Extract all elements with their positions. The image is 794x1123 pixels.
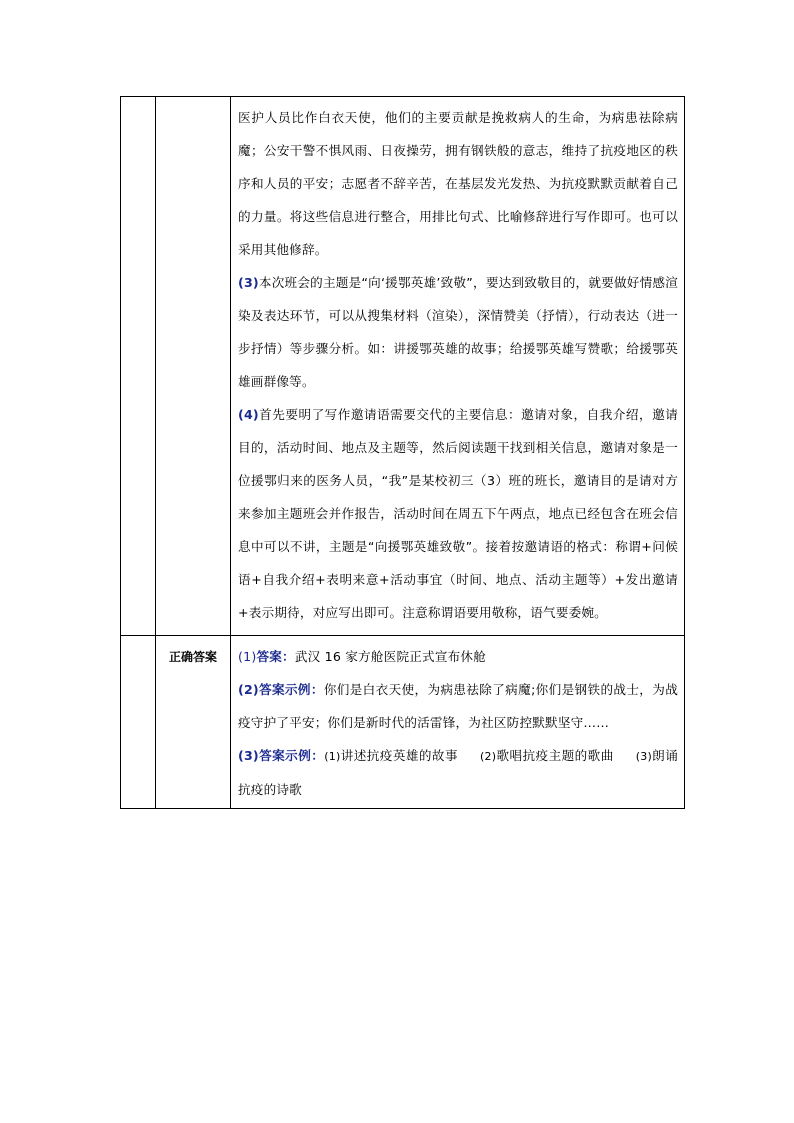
answer-content-cell	[231, 636, 685, 809]
sub-item-number: (2)	[480, 750, 497, 763]
item-number: (3)	[238, 275, 259, 290]
answer-tag: 答案：	[256, 649, 295, 664]
row-index-cell	[121, 97, 156, 636]
answer-row	[121, 636, 685, 809]
analysis-row	[121, 97, 685, 636]
item-number: (4)	[238, 407, 259, 422]
sub-item-number: (3)	[635, 750, 652, 763]
item-number: (2)	[238, 682, 259, 697]
answer-text	[231, 636, 684, 808]
answer-tag: 答案示例：	[258, 682, 324, 697]
sub-item-number: (1)	[324, 750, 341, 763]
item-number: (3)	[238, 748, 259, 763]
row-label-cell	[156, 97, 231, 636]
item-number: (1)	[238, 649, 257, 664]
sub-item-3-text: 朗诵抗疫的诗歌	[238, 748, 679, 797]
sub-item-2-text: 歌唱抗疫主题的歌曲	[496, 748, 614, 763]
analysis-paragraph-4	[238, 398, 678, 629]
answer-item-3	[238, 739, 678, 806]
analysis-content-cell	[231, 97, 685, 636]
answer-tag: 答案示例：	[258, 748, 325, 763]
answer-label: 正确答案	[168, 650, 217, 664]
analysis-paragraph-1: 医护人员比作白衣天使，他们的主要贡献是挽救病人的生命，为病患祛除病魔；公安干警不惧风雨、日夜操劳，拥有钢铁般的意志，维持了抗疫地区的秩序和人员的平安；志愿者不辞辛苦，在基层发光发热、为抗疫默默贡献着自己的力量。将这些信息进行整合，用排比句式、比喻修辞进行写作即可。也可以采用其他修辞。	[238, 110, 678, 257]
document-table	[120, 96, 685, 809]
answer-item-1	[238, 640, 678, 673]
analysis-paragraph-4-text: 首先要明了写作邀请语需要交代的主要信息：邀请对象，自我介绍，邀请目的，活动时间、地点及主题等，然后阅读题干找到相关信息，邀请对象是一位援鄂归来的医务人员，“我”是某校初三（3）班的班长，邀请目的是请对方来参加主题班会并作报告，活动时间在周五下午两点，地点已经包含在班会信息中可以不讲，主题是“向援鄂英雄致敬”。接着按邀请语的格式：称谓+问候语+自我介绍+表明来意+活动事宜（时间、地点、活动主题等）+发出邀请+表示期待，对应写出即可。注意称谓语要用敬称，语气要委婉。	[238, 407, 678, 620]
answer-item-1-text: 武汉 16 家方舱医院正式宣布休舱	[294, 649, 486, 664]
answer-label-cell	[156, 636, 231, 809]
analysis-paragraph-3	[238, 266, 678, 398]
sub-item-1-text: 讲述抗疫英雄的故事	[340, 748, 459, 763]
analysis-paragraph-3-text: 本次班会的主题是“向‘援鄂英雄’致敬”，要达到致敬目的，就要做好情感渲染及表达环节，可以从搜集材料（渲染），深情赞美（抒情），行动表达（进一步抒情）等步骤分析。如：讲援鄂英雄的故事；给援鄂英雄写赞歌；给援鄂英雄画群像等。	[238, 275, 678, 389]
answer-item-2	[238, 673, 678, 739]
answer-item-2-text: 你们是白衣天使，为病患祛除了病魔;你们是钢铁的战士，为战疫守护了平安；你们是新时代的活雷锋，为社区防控默默坚守……	[238, 682, 679, 730]
row-index-cell	[121, 636, 156, 809]
analysis-text	[231, 97, 684, 635]
